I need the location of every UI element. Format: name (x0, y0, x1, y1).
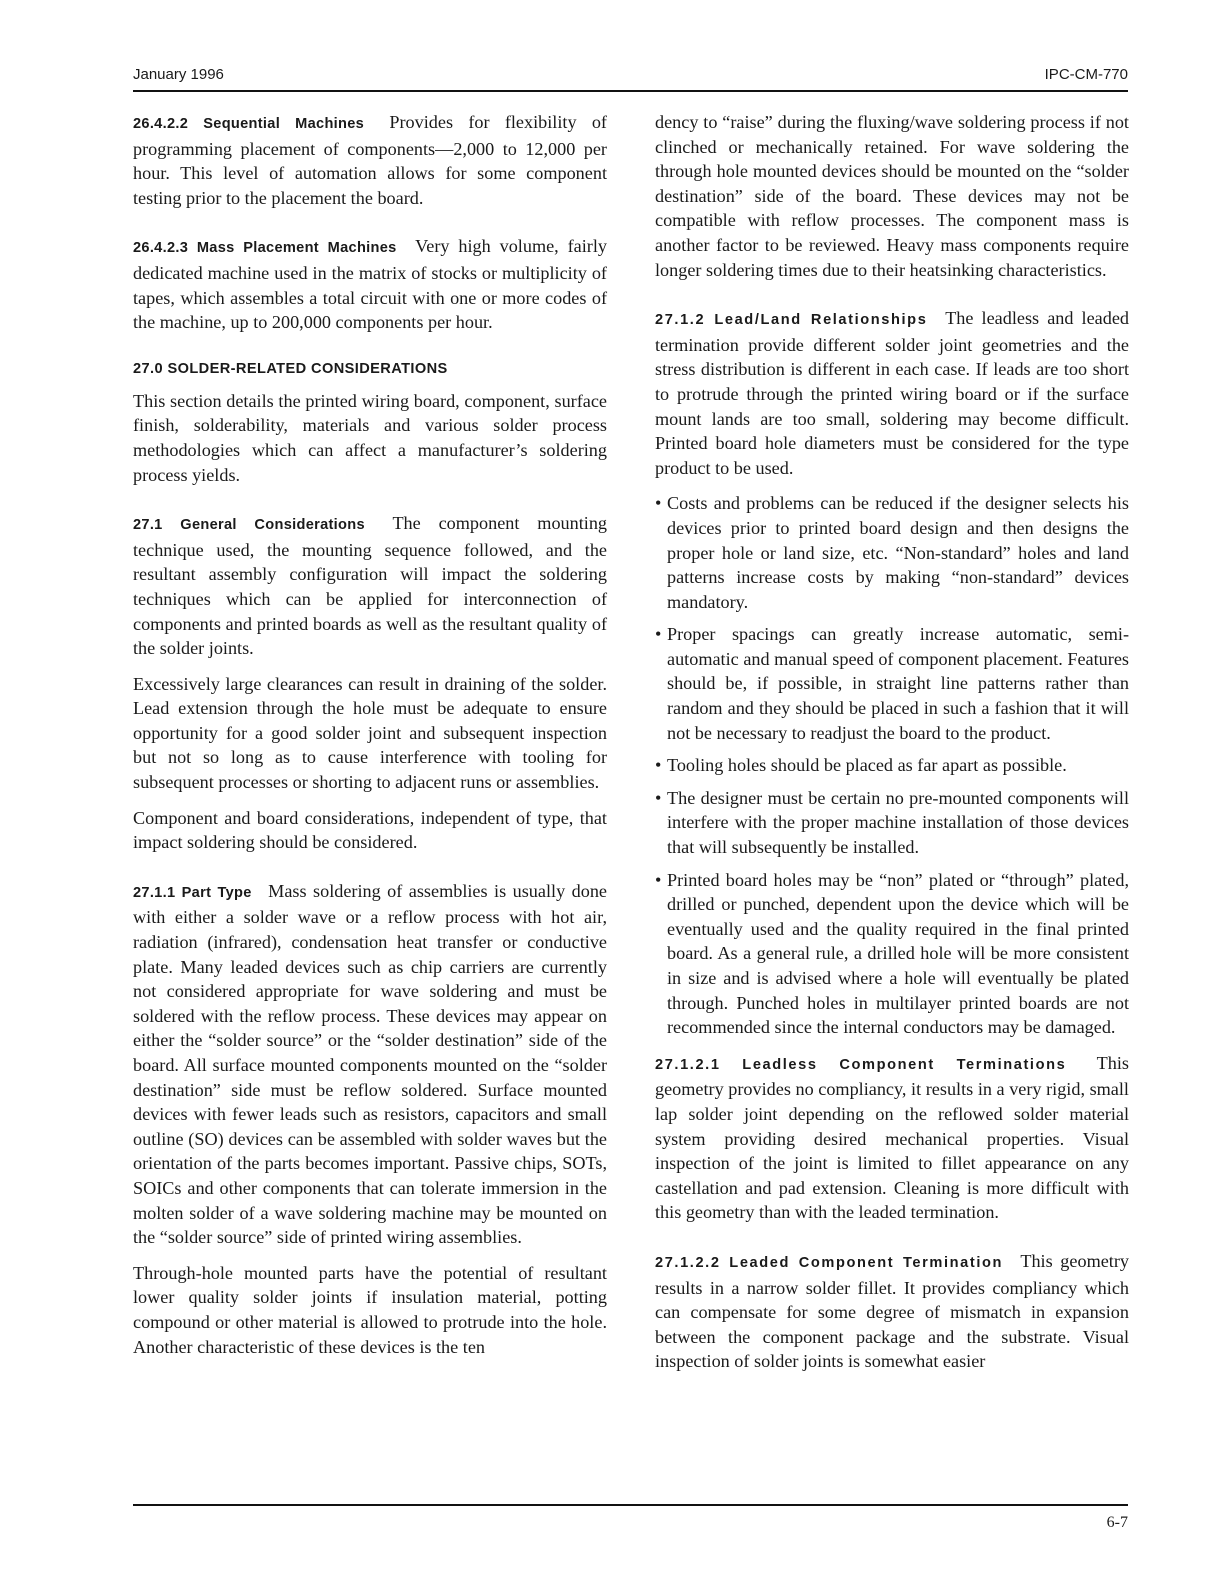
section-26-4-2-3 (133, 234, 607, 334)
bullet-icon: • (655, 869, 662, 890)
right-column (655, 110, 1129, 1385)
bullet-icon: • (655, 755, 662, 776)
header-date: January 1996 (133, 66, 224, 83)
list-item: • Costs and problems can be reduced if the designer selects his devices prior to printed board design and then designs the proper hole or land size, etc. “Non-standard” holes and land patterns increase costs by making “non-standard” devices mandatory. (655, 493, 1129, 612)
list-item: • Tooling holes should be placed as far apart as possible. (655, 753, 1129, 778)
bullet-icon: • (655, 787, 662, 808)
continuation-paragraph: dency to “raise” during the fluxing/wave soldering process if not clinched or mechanically retained. For wave soldering the through hole mounted devices should be mounted on the “solder destination” side of the board. These devices may not be compatible with reflow processes. The component mass is another factor to be reviewed. Heavy mass components require longer soldering times due to their heatsinking characteristics. (655, 112, 1129, 280)
section-heading: 27.1.2.2 Leaded Component Termination (655, 1254, 1003, 1271)
section-heading: 27.1.2 Lead/Land Relationships (655, 312, 928, 329)
bullet-list (655, 491, 1129, 1039)
section-heading: 27.1.2.1 Leadless Component Terminations (655, 1056, 1067, 1073)
list-item: • The designer must be certain no pre-mounted components will interfere with the proper machine installation of those devices that will subsequently be installed. (655, 787, 1129, 858)
section-heading-27-0: 27.0 SOLDER-RELATED CONSIDERATIONS (133, 360, 448, 377)
section-26-4-2-2 (133, 110, 607, 210)
paragraph: Excessively large clearances can result in draining of the solder. Lead extension through the hole must be adequate to ensure opportunity for a good solder joint and subsequent inspection but not so long as to cause interference with tooling for subsequent processes or shorting to adjacent runs or assemblies. (133, 673, 607, 793)
section-27-1-1 (133, 879, 607, 1250)
page-header (133, 64, 1128, 92)
section-heading: 26.4.2.3 Mass Placement Machines (133, 240, 397, 257)
paragraph: Through-hole mounted parts have the potential of resultant lower quality solder joints if insulation material, potting compound or other material is allowed to protrude into the hole. Another characteristic of these devices is the ten (133, 1262, 607, 1357)
header-document-id: IPC-CM-770 (1044, 66, 1128, 83)
section-text: This geometry provides no compliancy, it results in a very rigid, small lap solder joint depending on the reflowed solder material system providing desired mechanical properties. Visual inspection of the joint is limited to fillet appearance on any castellation and pad extension. Cleaning is more difficult with this geometry than with the leaded termination. (655, 1052, 1129, 1223)
section-text: The component mounting technique used, the mounting sequence followed, and the resultant assembly configuration will impact the soldering techniques which can be applied for interconnection of components and printed boards as well as the resultant quality of the solder joints. (133, 513, 608, 659)
section-27-1 (133, 511, 607, 661)
bullet-icon: • (655, 493, 662, 514)
left-column (133, 110, 607, 1370)
list-item: • Proper spacings can greatly increase automatic, semi-automatic and manual speed of component placement. Features should be, if possible, in straight line patterns rather than random and they should be placed in such a fashion that it will not be necessary to readjust the board to the product. (655, 624, 1129, 743)
section-text: Very high volume, fairly dedicated machine used in the matrix of stocks or multiplicity of tapes, which assembles a total circuit with one or more codes of the machine, up to 200,000 components per hour. (133, 236, 608, 333)
page-number: 6-7 (1106, 1514, 1128, 1531)
section-text: Provides for flexibility of programming placement of components—2,000 to 12,000 per hour. This level of automation allows for some component testing prior to the placement the board. (133, 112, 607, 208)
section-text: This geometry results in a narrow solder fillet. It provides compliancy which can compensate for some degree of mismatch in expansion between the component package and the substrate. Visual inspection of solder joints is somewhat easier (655, 1250, 1129, 1372)
section-27-1-2 (655, 306, 1129, 480)
bullet-icon: • (655, 624, 662, 645)
section-heading: 26.4.2.2 Sequential Machines (133, 116, 365, 132)
section-text: Mass soldering of assemblies is usually done with either a solder wave or a reflow process with hot air, radiation (infrared), condensation heat transfer or conductive plate. Many leaded devices such as chip carriers are currently not considered appropriate for wave soldering and must be soldered with the reflow process. These devices may appear on either the “solder source” or the “solder destination” side of the board. All surface mounted components mounted on the “solder destination” side must be reflow soldered. Surface mounted devices with fewer leads such as resistors, capacitors and small outline (SO) devices can be assembled with solder waves but the orientation of the parts becomes important. Passive chips, SOTs, SOICs and other components that can tolerate immersion in the molten solder of a wave soldering machine may be mounted on the “solder source” side of printed wiring assemblies. (133, 880, 607, 1248)
footer-rule (133, 1490, 1128, 1506)
section-27-1-2-1 (655, 1051, 1129, 1225)
section-heading: 27.1.1 Part Type (133, 884, 252, 901)
section-heading: 27.1 General Considerations (133, 517, 365, 534)
section-text: The leadless and leaded termination provide different solder joint geometries and the stress distribution is different in each case. If leads are too short to protrude through the printed wiring board or if the surface mount lands are too small, soldering may become difficult. Printed board hole diameters must be considered for the type product to be used. (655, 308, 1129, 478)
section-27-0-text: This section details the printed wiring board, component, surface finish, solderability, materials and various solder process methodologies which can affect a manufacturer’s soldering process yields. (133, 390, 607, 485)
section-27-1-2-2 (655, 1249, 1129, 1374)
list-item: • Printed board holes may be “non” plated or “through” plated, drilled or punched, dependent upon the device which will be eventually used and the quality required in the final printed board. As a general rule, a drilled hole will be more consistent in size and is advised where a hole will eventually be plated through. Punched holes in multilayer printed boards are not recommended since the internal conductors may be damaged. (655, 869, 1129, 1038)
paragraph: Component and board considerations, independent of type, that impact soldering should be considered. (133, 807, 607, 853)
